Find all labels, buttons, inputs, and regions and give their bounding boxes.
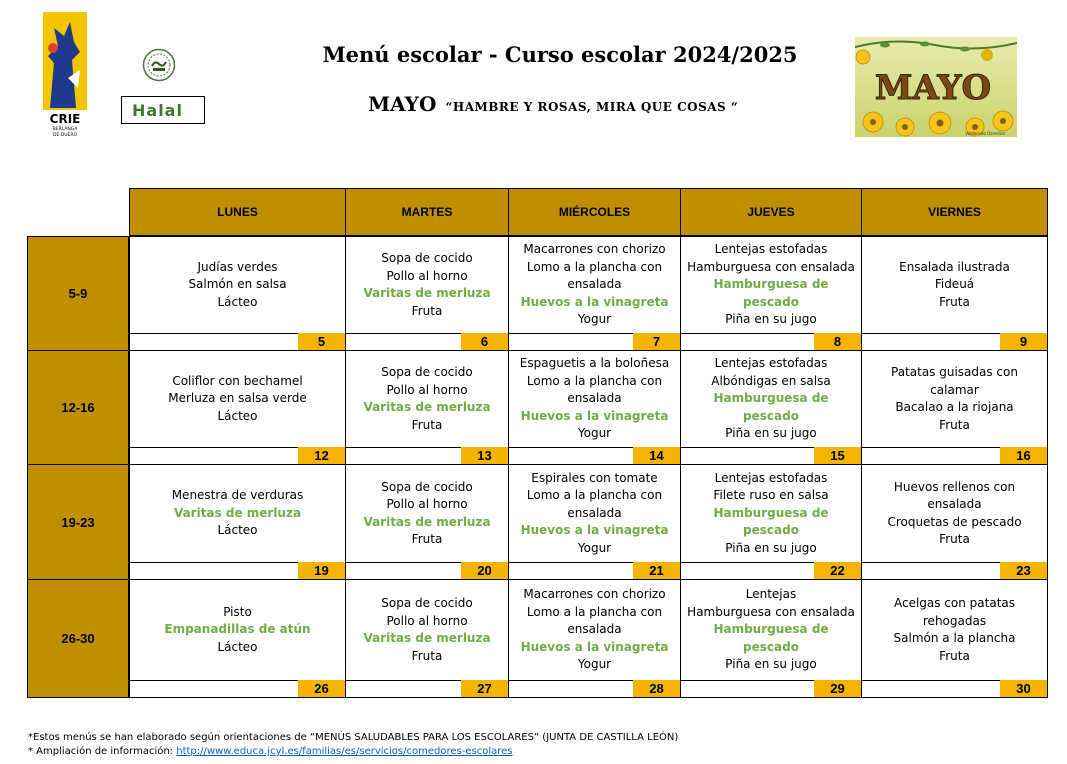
month-saying: “HAMBRE Y ROSAS, MIRA QUE COSAS “ [445,100,739,114]
dish: Huevos rellenos con ensalada [893,479,1016,511]
dish: Sopa de cocido [381,596,473,610]
menu-cell [345,350,509,465]
menu-cell [129,464,346,580]
day-number-strip [862,562,1047,579]
dish: Patatas guisadas con calamar [891,365,1018,397]
dish: Salmón en salsa [188,277,287,292]
crie-logo-text: CRIE [49,112,81,126]
day-number: 5 [298,333,345,350]
dish: Piña en su jugo [725,426,817,441]
day-number: 29 [814,680,861,697]
day-number: 14 [633,447,680,464]
menu-cell [861,350,1048,465]
dish: Espaguetis a la boloñesa [519,356,670,371]
day-number: 20 [461,562,508,579]
halal-seal-icon [142,48,176,82]
dish: Filete ruso en salsa [713,488,829,503]
day-number-strip [862,333,1047,350]
dish: Espirales con tomate [531,470,658,485]
dish: Lomo a la plancha con ensalada [526,604,663,637]
dish: Lomo a la plancha con ensalada [526,373,663,406]
dish: Lácteo [217,639,258,654]
menu-cell [861,236,1048,351]
dish: Lomo a la plancha con ensalada [526,488,663,520]
menu-dishes [509,580,680,680]
day-number-strip [130,562,345,579]
menu-cell [508,464,681,580]
mayo-image-text: MAYO [874,68,992,108]
info-link[interactable]: http://www.educa.jcyl.es/familias/es/servicios/comedores-escolares [176,746,513,757]
day-number: 30 [1000,680,1047,697]
day-number: 22 [814,562,861,579]
menu-dishes [509,465,680,562]
menu-dishes [346,580,508,680]
dish: Piña en su jugo [725,657,817,672]
menu-cell [680,579,862,698]
dish: Sopa de cocido [381,479,473,494]
dish: Fruta [939,417,970,432]
month-name: MAYO [368,92,437,116]
dish: Menestra de verduras [171,488,304,503]
mayo-decorative-image [855,37,1017,137]
dish: Acelgas con patatas rehogadas [893,596,1016,628]
day-number: 15 [814,447,861,464]
dish-highlighted: Hamburguesa de pescado [713,391,829,423]
dish: Fideuá [934,277,975,292]
menu-cell [508,236,681,351]
menu-dishes [862,580,1047,680]
dish: Pisto [223,604,252,619]
dish: Lácteo [217,294,258,309]
day-number: 16 [1000,447,1047,464]
menu-cell [129,579,346,698]
day-header-1: MARTES [345,188,509,236]
day-number: 12 [298,447,345,464]
dish-highlighted: Varitas de merluza [363,286,491,300]
day-number: 19 [298,562,345,579]
menu-dishes [681,237,861,333]
menu-cell [680,350,862,465]
svg-text:DE DUERO: DE DUERO [52,133,78,138]
day-number: 8 [814,333,861,350]
dish: Macarrones con chorizo [523,242,666,257]
menu-dishes [130,465,345,562]
day-number-strip [681,447,861,464]
footer-note-info [28,745,678,759]
footer-note-guidelines: *Estos menús se han elaborado según orientaciones de “MENÚS SALUDABLES PARA LOS ESCOLARES” (JUNTA DE CASTILLA LEÓN) [28,732,679,743]
day-number: 9 [1000,333,1047,350]
dish-highlighted: Varitas de merluza [363,400,491,414]
dish: Piña en su jugo [725,540,817,555]
dish: Yogur [577,312,612,327]
menu-cell [680,236,862,351]
day-number-strip [346,562,508,579]
menu-dishes [130,580,345,680]
menu-cell [508,579,681,698]
dish: Hamburguesa con ensalada [687,604,855,619]
dish: Yogur [577,426,612,441]
dish-highlighted: Varitas de merluza [363,514,491,529]
day-number-strip [681,680,861,697]
dish-highlighted: Huevos a la vinagreta [520,408,669,423]
dish: Fruta [411,648,443,663]
menu-cell [345,579,509,698]
menu-dishes [509,351,680,447]
dish: Fruta [411,532,443,546]
day-number-strip [509,333,680,350]
dish: Lácteo [217,408,258,423]
day-number-strip [509,680,680,697]
dish: Croquetas de pescado [887,514,1022,529]
menu-cell [129,236,346,351]
menu-cell [680,464,862,580]
menu-dishes [862,237,1047,333]
day-number: 13 [461,447,508,464]
menu-cell [861,464,1048,580]
week-label: 12-16 [27,350,129,465]
menu-dishes [681,351,861,447]
dish: Lomo a la plancha con ensalada [526,259,663,292]
month-line [368,92,738,116]
menu-dishes [681,580,861,680]
menu-cell [345,236,509,351]
day-number-strip [681,333,861,350]
svg-text:BERLANGA: BERLANGA [52,127,78,132]
day-number: 26 [298,680,345,697]
dish: Sopa de cocido [381,251,473,265]
dish: Hamburguesa con ensalada [687,259,855,274]
dish-highlighted: Varitas de merluza [363,631,491,645]
dish: Albóndigas en salsa [711,373,831,388]
dish-highlighted: Hamburguesa de pescado [713,277,829,309]
footer-info-label: * Ampliación de información: [28,746,177,757]
dish: Pollo al horno [386,497,468,511]
dish: Lentejas estofadas [714,356,828,371]
dish-highlighted: Huevos a la vinagreta [520,639,669,654]
dish: Fruta [411,303,443,318]
day-number: 23 [1000,562,1047,579]
day-header-4: VIERNES [861,188,1048,236]
dish: Coliflor con bechamel [172,373,303,388]
week-label: 26-30 [27,579,129,698]
menu-cell [345,464,509,580]
mayo-image-credit: Valdocedo Ozentino [965,131,1005,136]
dish-highlighted: Hamburguesa de pescado [713,622,829,654]
footer [28,731,678,759]
dish: Bacalao a la riojana [895,400,1014,414]
menu-dishes [862,465,1047,562]
halal-label: Halal [121,96,205,124]
menu-cell [129,350,346,465]
day-number: 27 [461,680,508,697]
dish: Pollo al horno [386,382,468,397]
day-number-strip [862,680,1047,697]
menu-dishes [509,237,680,333]
menu-cell [861,579,1048,698]
dish: Pollo al horno [386,268,468,283]
day-number-strip [509,562,680,579]
day-number-strip [346,447,508,464]
dish: Yogur [577,540,612,555]
week-label: 5-9 [27,236,129,351]
dish: Pollo al horno [386,613,468,628]
day-number: 6 [461,333,508,350]
dish: Salmón a la plancha [893,631,1016,645]
day-number-strip [346,680,508,697]
dish: Fruta [939,648,970,663]
week-label: 19-23 [27,464,129,580]
dish: Fruta [411,417,443,432]
day-number-strip [862,447,1047,464]
menu-dishes [130,237,345,333]
dish: Yogur [577,657,612,672]
menu-dishes [346,351,508,447]
menu-dishes [346,237,508,333]
dish: Lentejas [745,587,797,602]
dish: Judías verdes [197,259,278,274]
day-number: 7 [633,333,680,350]
dish: Fruta [939,532,970,546]
day-number-strip [681,562,861,579]
dish-highlighted: Empanadillas de atún [164,622,311,637]
crie-logo [40,8,90,138]
dish: Lentejas estofadas [714,470,828,485]
page-title: Menú escolar - Curso escolar 2024/2025 [322,42,798,67]
dish: Fruta [939,294,970,309]
dish: Lentejas estofadas [714,242,828,257]
menu-dishes [346,465,508,562]
dish: Piña en su jugo [725,312,817,327]
dish: Merluza en salsa verde [168,391,307,406]
day-number-strip [130,447,345,464]
day-header-2: MIÉRCOLES [508,188,681,236]
dish-highlighted: Huevos a la vinagreta [520,294,669,309]
menu-dishes [681,465,861,562]
dish: Macarrones con chorizo [523,587,666,602]
dish-highlighted: Varitas de merluza [173,505,302,520]
menu-cell [508,350,681,465]
dish: Lácteo [217,523,258,538]
menu-dishes [862,351,1047,447]
day-header-3: JUEVES [680,188,862,236]
day-number-strip [130,333,345,350]
day-header-0: LUNES [129,188,346,236]
menu-dishes [130,351,345,447]
day-number: 21 [633,562,680,579]
dish-highlighted: Huevos a la vinagreta [520,523,669,538]
day-number-strip [346,333,508,350]
day-number: 28 [633,680,680,697]
dish-highlighted: Hamburguesa de pescado [713,505,829,538]
dish: Ensalada ilustrada [899,259,1010,274]
dish: Sopa de cocido [381,365,473,379]
day-number-strip [130,680,345,697]
day-number-strip [509,447,680,464]
